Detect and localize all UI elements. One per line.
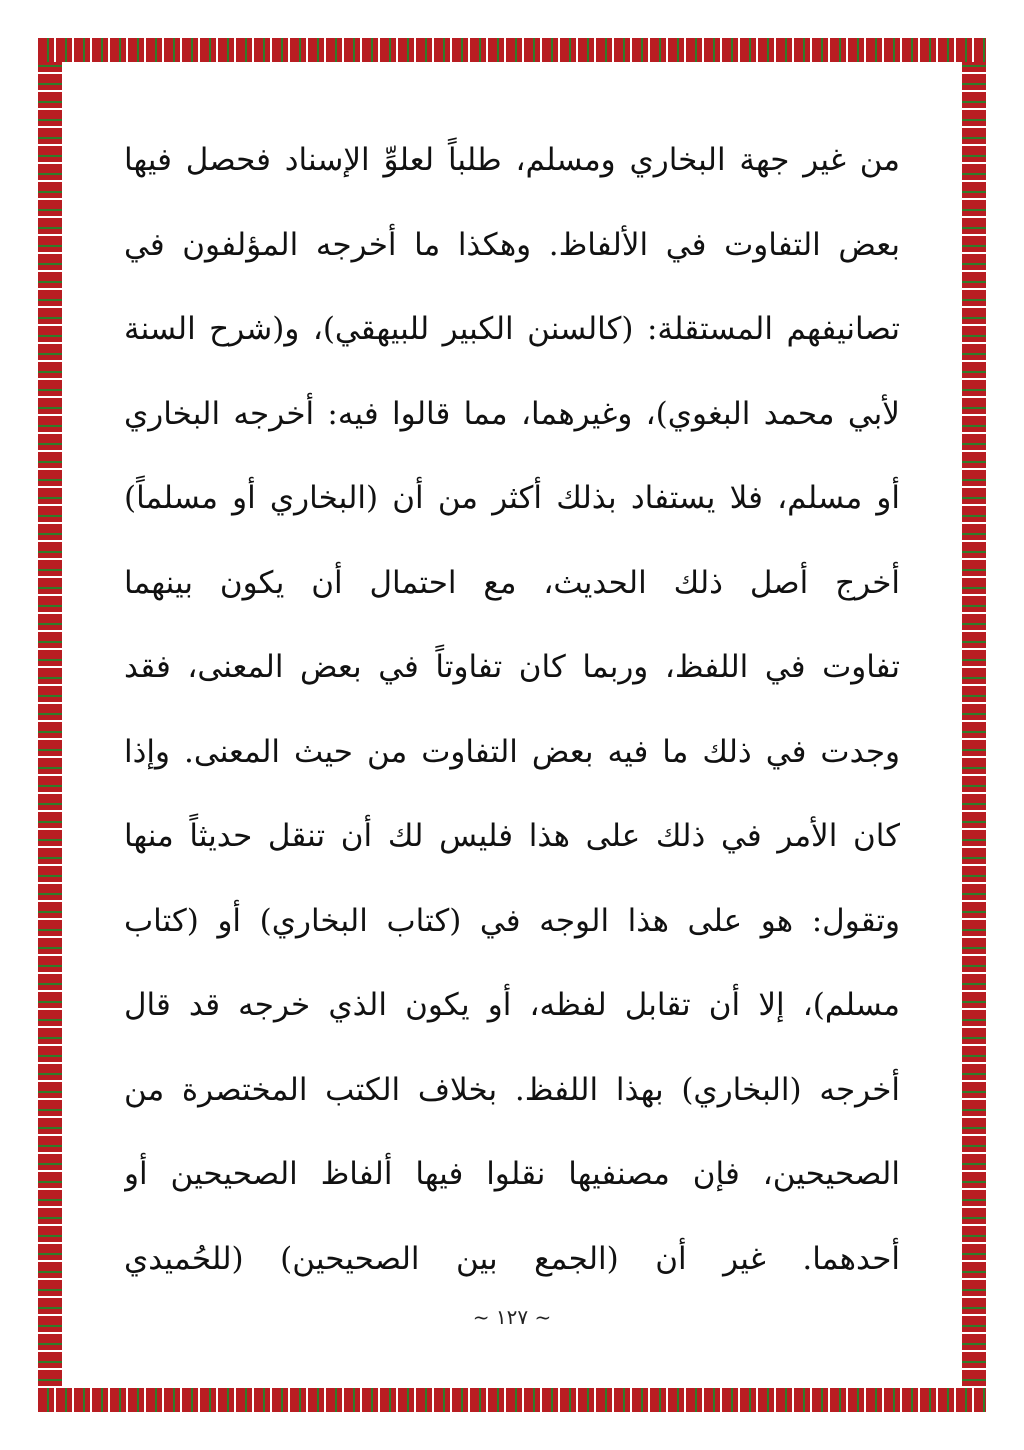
text-line: أحدهما. غير أن (الجمع بين الصحيحين) (للحُميدي: [124, 1240, 900, 1277]
text-line: وجدت في ذلك ما فيه بعض التفاوت من حيث المعنى. وإذا: [124, 733, 900, 770]
text-line: وتقول: هو على هذا الوجه في (كتاب البخاري) أو (كتاب: [124, 902, 900, 939]
text-line: أو مسلم، فلا يستفاد بذلك أكثر من أن (البخاري أو مسلماً): [124, 480, 900, 516]
page-number: ~ ١٢٧ ~: [472, 1305, 552, 1329]
text-line: كان الأمر في ذلك على هذا فليس لك أن تنقل حديثاً منها: [124, 818, 900, 854]
text-line: أخرج أصل ذلك الحديث، مع احتمال أن يكون بينهما: [124, 564, 900, 601]
body-text: [124, 118, 900, 1301]
text-line: تفاوت في اللفظ، وربما كان تفاوتاً في بعض المعنى، فقد: [124, 649, 900, 685]
text-line: أخرجه (البخاري) بهذا اللفظ. بخلاف الكتب المختصرة من: [124, 1071, 900, 1108]
text-line: الصحيحين، فإن مصنفيها نقلوا فيها ألفاظ الصحيحين أو: [124, 1156, 900, 1192]
text-line: تصانيفهم المستقلة: (كالسنن الكبير للبيهقي)، و(شرح السنة: [124, 311, 900, 347]
text-line: من غير جهة البخاري ومسلم، طلباً لعلوِّ الإسناد فحصل فيها: [124, 142, 900, 178]
text-line: مسلم)، إلا أن تقابل لفظه، أو يكون الذي خرجه قد قال: [124, 987, 900, 1023]
text-line: بعض التفاوت في الألفاظ. وهكذا ما أخرجه المؤلفون في: [124, 226, 900, 263]
text-line: لأبي محمد البغوي)، وغيرهما، مما قالوا فيه: أخرجه البخاري: [124, 395, 900, 432]
